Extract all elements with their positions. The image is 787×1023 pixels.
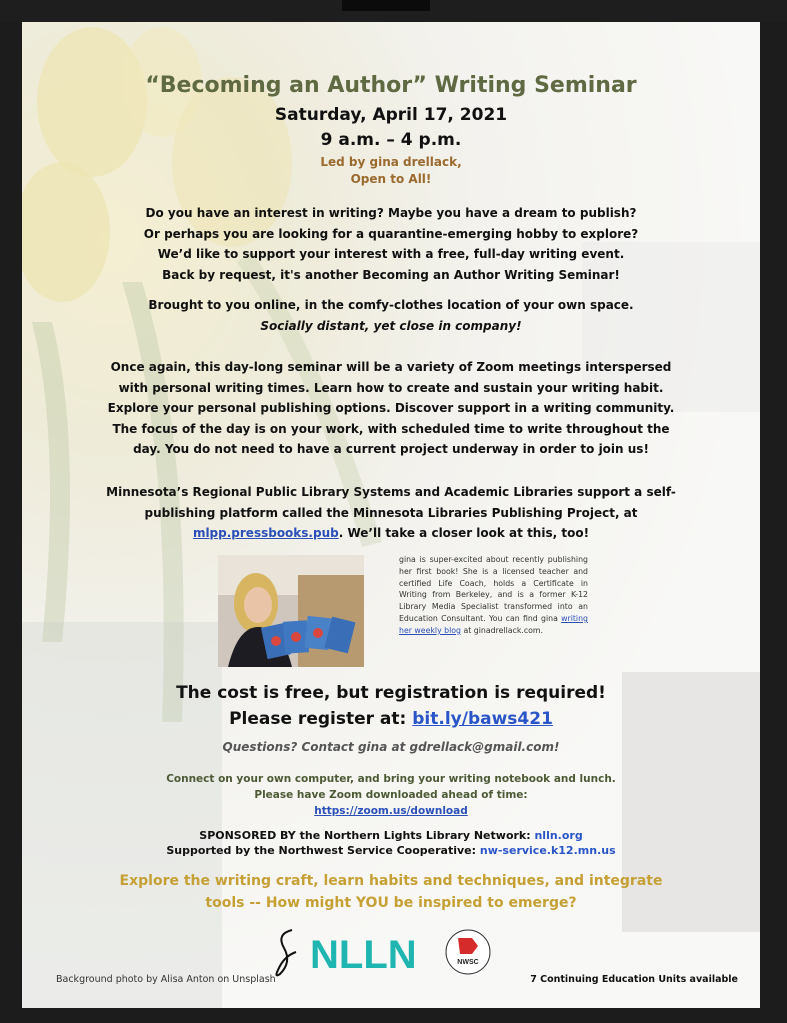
viewer-tab[interactable] xyxy=(342,0,430,11)
sponsored-line xyxy=(22,828,760,843)
cost-block xyxy=(22,680,760,732)
seminar-line: Once again, this day-long seminar will be a variety of Zoom meetings interspersed xyxy=(110,360,672,374)
register-link[interactable]: bit.ly/baws421 xyxy=(412,709,553,729)
intro-paragraph xyxy=(22,203,760,285)
explore-block xyxy=(22,870,760,914)
intro-line: Back by request, it's another Becoming an Author Writing Seminar! xyxy=(162,267,620,282)
viewer-top-bar xyxy=(0,0,787,22)
seminar-line: with personal writing times. Learn how to create and sustain your writing habit. xyxy=(118,380,664,395)
library-line: Minnesota’s Regional Public Library Systems and Academic Libraries support a self- xyxy=(106,485,676,499)
seminar-line: Explore your personal publishing options. Discover support in a writing community. xyxy=(107,401,675,415)
seminar-paragraph xyxy=(22,357,760,460)
open-to-all: Open to All! xyxy=(350,172,432,186)
bio-text: gina is super-excited about recently publishing her first book! She is a licensed teacher and certified Life Coach, holds a Certificate in Writing from Berkeley, and is a former K-12 Library Media Specialist transformed into an Education Consultant. You can find gina xyxy=(399,555,588,623)
connect-line: Please have Zoom downloaded ahead of time: xyxy=(254,789,528,801)
online-italic-line: Socially distant, yet close in company! xyxy=(260,318,522,333)
library-line-3 xyxy=(22,523,760,544)
supported-text: Supported by the Northwest Service Cooperative: xyxy=(166,844,480,857)
connect-block xyxy=(22,771,760,819)
cost-line: The cost is free, but registration is required! xyxy=(176,683,606,703)
register-line xyxy=(22,706,760,732)
ceu-note: 7 Continuing Education Units available xyxy=(530,974,738,985)
sponsor-block xyxy=(22,828,760,858)
blog-link[interactable]: writing her weekly blog xyxy=(399,613,588,635)
nw-service-link[interactable]: nw-service.k12.mn.us xyxy=(479,844,616,857)
flyer-page xyxy=(22,22,760,1008)
online-paragraph xyxy=(22,295,760,336)
photo-credit: Background photo by Alisa Anton on Unsplash xyxy=(56,974,276,985)
nlln-link[interactable]: nlln.org xyxy=(534,829,583,842)
seminar-title: “Becoming an Author” Writing Seminar xyxy=(145,73,637,98)
sponsored-text: SPONSORED BY the Northern Lights Library Network: xyxy=(199,829,535,842)
explore-line: tools -- How might YOU be inspired to emerge? xyxy=(205,895,577,911)
intro-line: Do you have an interest in writing? Maybe you have a dream to publish? xyxy=(145,206,637,220)
led-by-line: Led by gina drellack, xyxy=(320,155,462,169)
author-photo xyxy=(218,555,364,667)
questions-line: Questions? Contact gina at gdrellack@gmail.com! xyxy=(222,740,560,754)
nwsc-logo-icon xyxy=(446,930,490,974)
seminar-line: The focus of the day is on your work, with scheduled time to write throughout the xyxy=(112,421,670,436)
mlpp-link[interactable]: mlpp.pressbooks.pub xyxy=(192,526,339,540)
nwsc-logo-text: NWSC xyxy=(457,959,479,966)
intro-line: We’d like to support your interest with a free, full-day writing event. xyxy=(157,247,625,261)
led-by xyxy=(22,154,760,188)
author-bio xyxy=(399,554,588,637)
event-time: 9 a.m. – 4 p.m. xyxy=(320,130,462,150)
library-tail: . We’ll take a closer look at this, too! xyxy=(338,526,590,540)
register-prefix: Please register at: xyxy=(229,709,413,729)
event-date: Saturday, April 17, 2021 xyxy=(274,105,508,125)
nlln-logo: NLLN xyxy=(310,933,417,977)
connect-line: Connect on your own computer, and bring your writing notebook and lunch. xyxy=(166,773,616,785)
zoom-download-link[interactable]: https://zoom.us/download xyxy=(314,805,468,817)
signature-logo-icon xyxy=(276,930,296,975)
library-paragraph xyxy=(22,482,760,544)
seminar-line: day. You do not need to have a current project underway in order to join us! xyxy=(133,442,649,456)
sponsor-logos xyxy=(272,924,502,980)
supported-line xyxy=(22,843,760,858)
online-line: Brought to you online, in the comfy-clothes location of your own space. xyxy=(148,298,634,312)
explore-line: Explore the writing craft, learn habits and techniques, and integrate xyxy=(119,873,663,889)
library-line: publishing platform called the Minnesota Libraries Publishing Project, at xyxy=(144,505,638,520)
bio-tail: at ginadrellack.com. xyxy=(461,625,543,635)
intro-line: Or perhaps you are looking for a quarantine-emerging hobby to explore? xyxy=(143,226,639,241)
flyer-content xyxy=(22,22,760,1008)
